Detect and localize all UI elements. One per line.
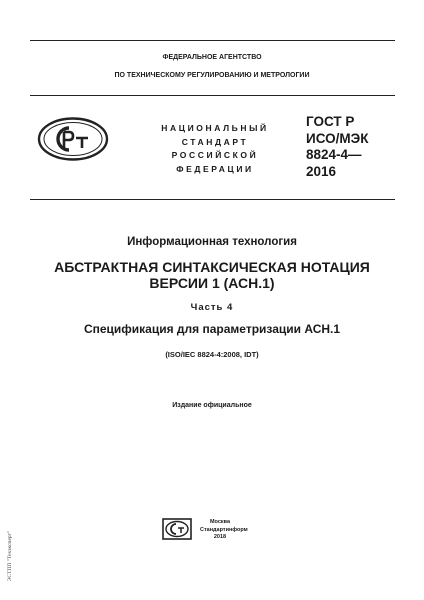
publisher-block	[200, 519, 248, 542]
national-standard-line: СТАНДАРТ	[181, 136, 249, 147]
designation-line: ГОСТ Р	[306, 114, 355, 129]
designation-line: ИСО/МЭК	[306, 130, 369, 146]
standard-rule	[30, 199, 395, 200]
iso-reference: (ISO/IEC 8824-4:2008, IDT)	[165, 350, 259, 359]
designation-line: 2016	[306, 163, 337, 179]
subtitle: Спецификация для параметризации АСН.1	[83, 322, 341, 336]
side-stamp: ЭСТПП "Техэксперт"	[7, 530, 13, 582]
standard-designation	[306, 114, 368, 180]
national-standard-label	[140, 122, 290, 176]
national-standard-line: НАЦИОНАЛЬНЫЙ	[161, 123, 269, 133]
main-title-line-2: ВЕРСИИ 1 (АСН.1)	[149, 275, 275, 291]
publisher-city: Москва	[209, 519, 231, 525]
field-title: Информационная технология	[127, 236, 297, 248]
edition-note: Издание официальное	[172, 402, 252, 409]
main-title	[0, 259, 424, 291]
publisher-year: 2018	[213, 534, 227, 540]
publisher-name: Стандартинформ	[200, 526, 248, 533]
national-standard-line: РОССИЙСКОЙ	[171, 150, 259, 160]
part-label: Часть 4	[190, 302, 234, 313]
designation-line: 8824-4—	[306, 147, 362, 162]
rst-mark-icon	[36, 116, 110, 167]
agency-rule	[30, 95, 395, 96]
top-rule	[30, 40, 395, 41]
national-standard-line: ФЕДЕРАЦИИ	[176, 163, 254, 174]
agency-line-2: ПО ТЕХНИЧЕСКОМУ РЕГУЛИРОВАНИЮ И МЕТРОЛОГИИ	[114, 72, 310, 79]
agency-line-1: ФЕДЕРАЛЬНОЕ АГЕНТСТВО	[162, 54, 262, 61]
main-title-line-1: АБСТРАКТНАЯ СИНТАКСИЧЕСКАЯ НОТАЦИЯ	[54, 259, 370, 275]
standartinform-logo-icon	[162, 518, 192, 545]
